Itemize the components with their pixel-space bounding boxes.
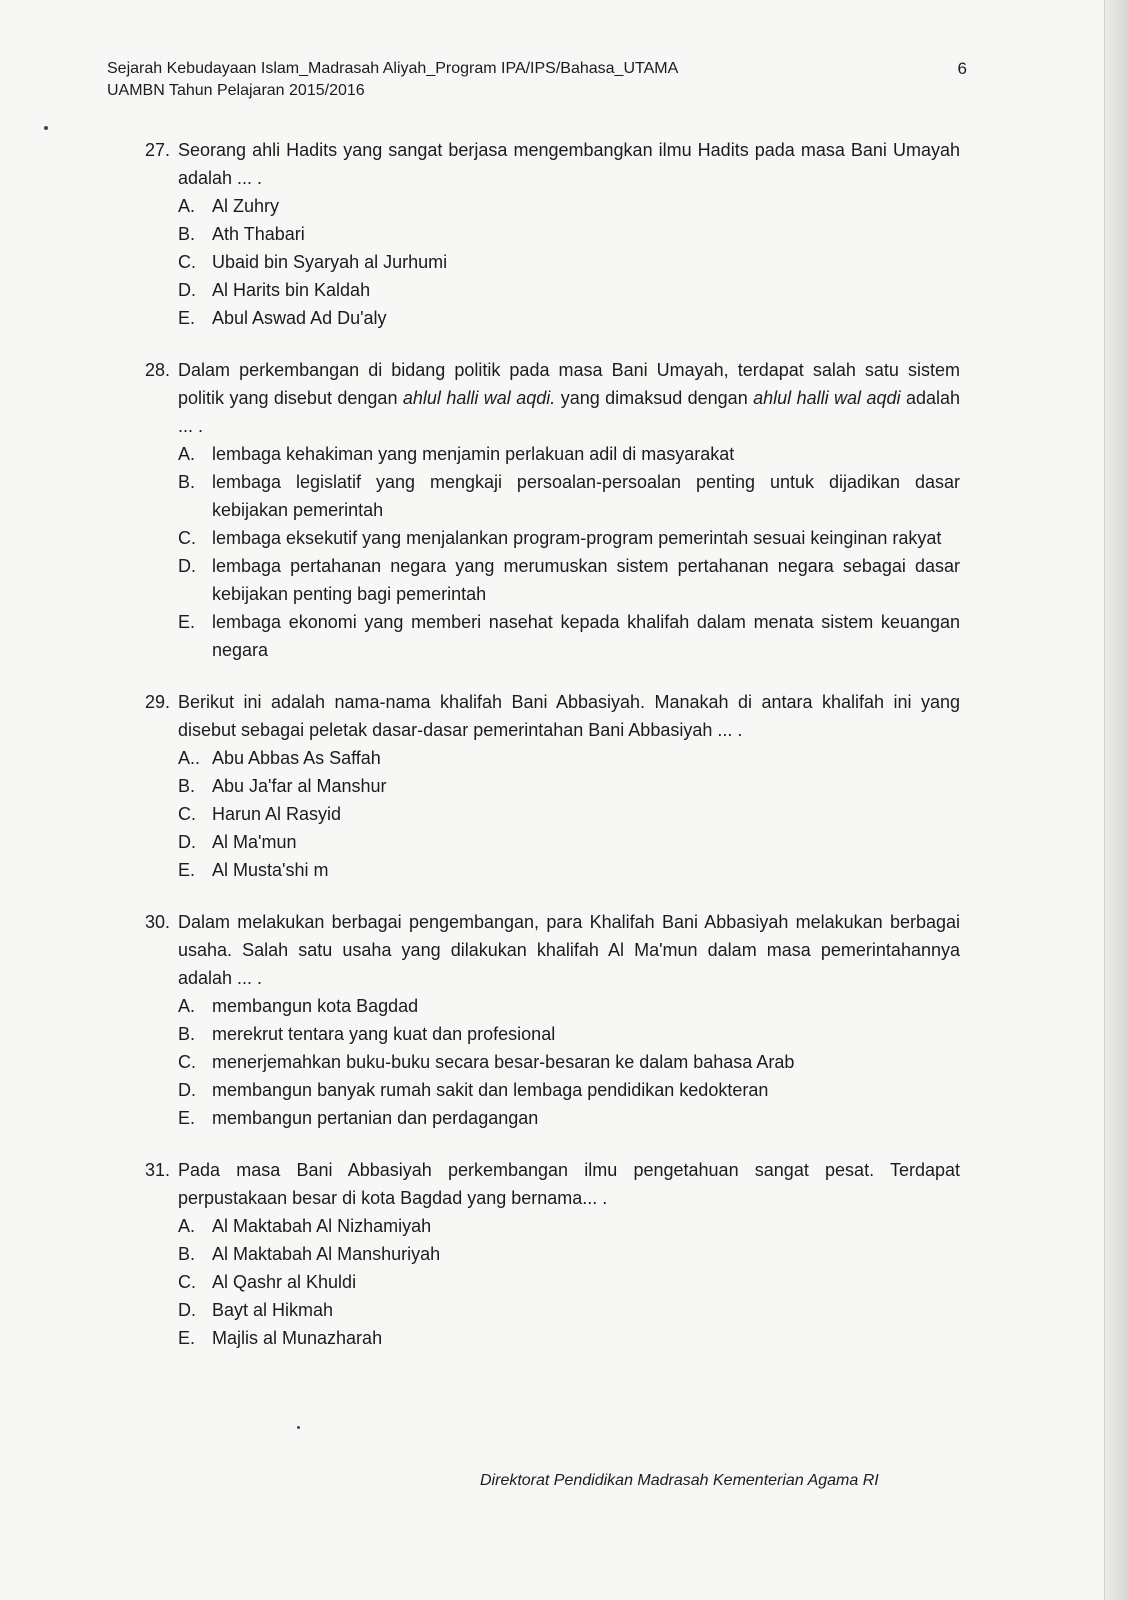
question-stem xyxy=(178,356,960,440)
option-letter: B. xyxy=(178,1244,196,1264)
option-letter: A. xyxy=(178,996,196,1016)
option-text: membangun pertanian dan perdagangan xyxy=(212,1108,539,1128)
option-letter: A. xyxy=(178,196,196,216)
option-c xyxy=(178,524,960,552)
option-letter: C. xyxy=(178,528,196,548)
option-text: Al Maktabah Al Manshuriyah xyxy=(212,1244,441,1264)
option-letter: E. xyxy=(178,1108,196,1128)
answer-options xyxy=(178,1212,960,1352)
question-stem: Seorang ahli Hadits yang sangat berjasa mengembangkan ilmu Hadits pada masa Bani Umayah adalah ... . xyxy=(178,140,960,188)
option-text: Al Ma'mun xyxy=(212,832,297,852)
question-number: 27. xyxy=(145,140,171,160)
option-c xyxy=(178,1268,960,1296)
question-27 xyxy=(145,136,960,332)
option-b xyxy=(178,468,960,524)
option-text: Al Harits bin Kaldah xyxy=(212,280,371,300)
option-a xyxy=(178,440,960,468)
answer-options xyxy=(178,992,960,1132)
option-b xyxy=(178,1020,960,1048)
option-text: Al Maktabah Al Nizhamiyah xyxy=(212,1216,432,1236)
option-e xyxy=(178,608,960,664)
option-text: Al Musta'shi m xyxy=(212,860,329,880)
option-letter: A.. xyxy=(178,748,201,768)
stem-text: adalah ... . xyxy=(178,388,961,436)
option-letter: E. xyxy=(178,612,196,632)
option-b xyxy=(178,772,960,800)
page-header xyxy=(107,58,967,102)
question-stem: Pada masa Bani Abbasiyah perkembangan ilmu pengetahuan sangat pesat. Terdapat perpustakaan besar di kota Bagdad yang bernama... . xyxy=(178,1160,960,1208)
option-letter: C. xyxy=(178,1272,196,1292)
answer-options xyxy=(178,440,960,664)
option-text: Abu Ja'far al Manshur xyxy=(212,776,387,796)
option-a xyxy=(178,992,960,1020)
option-text: membangun kota Bagdad xyxy=(212,996,419,1016)
option-letter: D. xyxy=(178,556,196,576)
page-footer: Direktorat Pendidikan Madrasah Kementerian Agama RI xyxy=(480,1472,879,1489)
option-text: Abu Abbas As Saffah xyxy=(212,748,381,768)
option-text: Harun Al Rasyid xyxy=(212,804,342,824)
option-letter: D. xyxy=(178,1300,196,1320)
option-letter: E. xyxy=(178,1328,196,1348)
option-text: lembaga eksekutif yang menjalankan program-program pemerintah sesuai keinginan rakyat xyxy=(212,528,942,548)
stem-term-italic: ahlul halli wal aqdi xyxy=(753,388,901,408)
stem-text: Dalam perkembangan di bidang politik pada masa Bani Umayah, terdapat salah satu sistem politik yang disebut dengan xyxy=(178,360,960,408)
option-d xyxy=(178,276,960,304)
question-stem: Berikut ini adalah nama-nama khalifah Bani Abbasiyah. Manakah di antara khalifah ini yang disebut sebagai peletak dasar-dasar pemerintahan Bani Abbasiyah ... . xyxy=(178,692,960,740)
option-text: Abul Aswad Ad Du'aly xyxy=(212,308,387,328)
option-a xyxy=(178,1212,960,1240)
option-a xyxy=(178,744,960,772)
option-e xyxy=(178,1324,960,1352)
option-text: Ubaid bin Syaryah al Jurhumi xyxy=(212,252,448,272)
question-30 xyxy=(145,908,960,1132)
option-text: membangun banyak rumah sakit dan lembaga pendidikan kedokteran xyxy=(212,1080,769,1100)
option-text: Al Qashr al Khuldi xyxy=(212,1272,357,1292)
option-letter: B. xyxy=(178,776,196,796)
option-text: merekrut tentara yang kuat dan profesional xyxy=(212,1024,556,1044)
option-letter: B. xyxy=(178,224,196,244)
option-text: Ath Thabari xyxy=(212,224,305,244)
option-text: Bayt al Hikmah xyxy=(212,1300,334,1320)
answer-options xyxy=(178,744,960,884)
option-text: lembaga pertahanan negara yang merumuskan sistem pertahanan negara sebagai dasar kebijakan penting bagi pemerintah xyxy=(212,556,960,604)
option-text: Majlis al Munazharah xyxy=(212,1328,383,1348)
option-e xyxy=(178,856,960,884)
answer-options xyxy=(178,192,960,332)
option-letter: C. xyxy=(178,252,196,272)
option-letter: D. xyxy=(178,1080,196,1100)
scan-artifact-dot xyxy=(44,126,48,130)
option-b xyxy=(178,220,960,248)
option-d xyxy=(178,1296,960,1324)
option-letter: E. xyxy=(178,860,196,880)
page-edge xyxy=(1104,0,1127,1600)
question-list xyxy=(145,136,960,1376)
stem-text: yang dimaksud dengan xyxy=(555,388,754,408)
question-31 xyxy=(145,1156,960,1352)
option-text: lembaga ekonomi yang memberi nasehat kepada khalifah dalam menata sistem keuangan negara xyxy=(212,612,960,660)
option-letter: E. xyxy=(178,308,196,328)
option-letter: C. xyxy=(178,1052,196,1072)
option-c xyxy=(178,1048,960,1076)
header-exam-year: UAMBN Tahun Pelajaran 2015/2016 xyxy=(107,82,365,99)
option-text: lembaga legislatif yang mengkaji persoalan-persoalan penting untuk dijadikan dasar kebijakan pemerintah xyxy=(212,472,960,520)
option-letter: A. xyxy=(178,444,196,464)
option-letter: A. xyxy=(178,1216,196,1236)
question-28 xyxy=(145,356,960,664)
option-text: lembaga kehakiman yang menjamin perlakuan adil di masyarakat xyxy=(212,444,735,464)
question-number: 29. xyxy=(145,692,171,712)
question-29 xyxy=(145,688,960,884)
option-d xyxy=(178,828,960,856)
option-c xyxy=(178,800,960,828)
page-number: 6 xyxy=(957,59,967,78)
header-subject: Sejarah Kebudayaan Islam_Madrasah Aliyah_Program IPA/IPS/Bahasa_UTAMA xyxy=(107,60,679,77)
option-letter: B. xyxy=(178,1024,196,1044)
option-d xyxy=(178,552,960,608)
question-number: 31. xyxy=(145,1160,171,1180)
question-stem: Dalam melakukan berbagai pengembangan, para Khalifah Bani Abbasiyah melakukan berbagai usaha. Salah satu usaha yang dilakukan khalifah Al Ma'mun dalam masa pemerintahannya adalah ... . xyxy=(178,912,960,988)
option-letter: D. xyxy=(178,280,196,300)
question-number: 30. xyxy=(145,912,171,932)
scan-artifact-dot xyxy=(297,1426,300,1429)
question-number: 28. xyxy=(145,360,171,380)
option-letter: D. xyxy=(178,832,196,852)
option-text: Al Zuhry xyxy=(212,196,280,216)
option-b xyxy=(178,1240,960,1268)
stem-term-italic: ahlul halli wal aqdi. xyxy=(402,388,556,408)
option-letter: C. xyxy=(178,804,196,824)
option-e xyxy=(178,304,960,332)
option-text: menerjemahkan buku-buku secara besar-besaran ke dalam bahasa Arab xyxy=(212,1052,795,1072)
option-c xyxy=(178,248,960,276)
option-a xyxy=(178,192,960,220)
option-d xyxy=(178,1076,960,1104)
option-letter: B. xyxy=(178,472,196,492)
option-e xyxy=(178,1104,960,1132)
